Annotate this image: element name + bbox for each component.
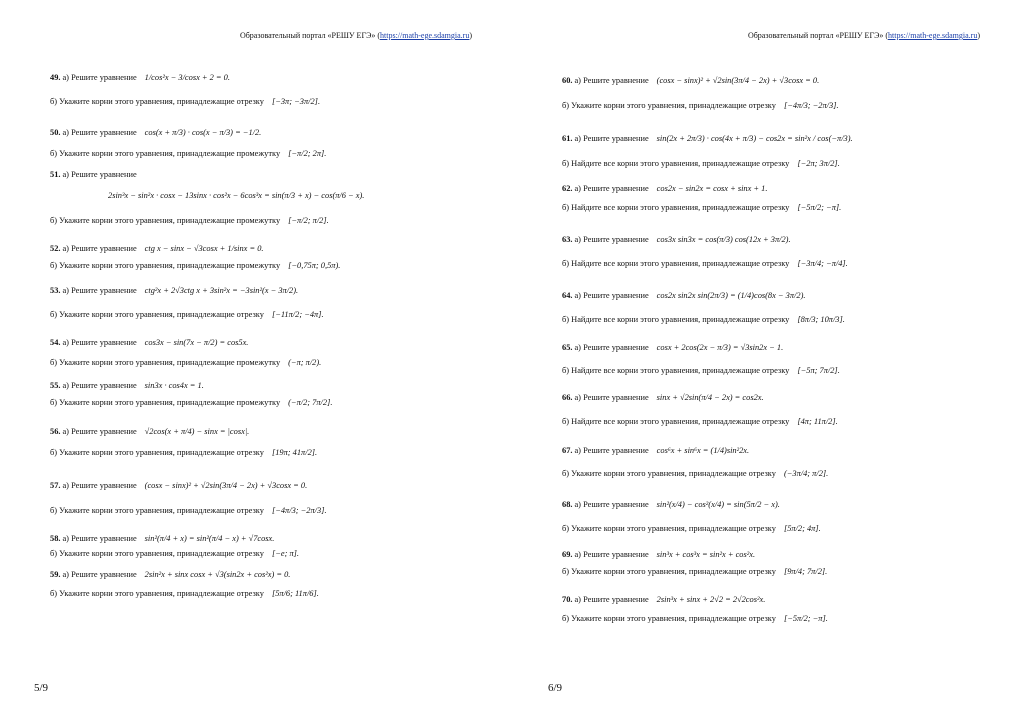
equation: (cosx − sinx)² + √2sin(3π/4 − 2x) + √3cosx = 0. [144, 481, 308, 490]
interval: [−11π/2; −4π]. [271, 310, 324, 319]
problem-number: 49. [50, 73, 61, 82]
interval: [−π/2; 2π]. [288, 149, 327, 158]
part-b-label: б) Укажите корни этого уравнения, принадлежащие отрезку [50, 549, 264, 558]
problem-62-a [562, 184, 767, 194]
part-b-label: б) Найдите все корни этого уравнения, принадлежащие отрезку [562, 417, 790, 426]
problem-51-a [50, 170, 141, 180]
problem-66-b [562, 417, 838, 427]
part-a-label: а) Решите уравнение [574, 184, 649, 193]
interval: [9π/4; 7π/2]. [783, 567, 828, 576]
equation: cos2x − sin2x = cosx + sinx + 1. [656, 184, 768, 193]
part-b-label: б) Укажите корни этого уравнения, принадлежащие промежутку [50, 216, 281, 225]
problem-70-b [562, 614, 828, 624]
page-number: 5/9 [34, 682, 49, 694]
problem-69-b [562, 567, 827, 577]
part-b-label: б) Найдите все корни этого уравнения, принадлежащие отрезку [562, 203, 790, 212]
interval: [−4π/3; −2π/3]. [783, 101, 839, 110]
problem-number: 67. [562, 446, 573, 455]
part-a-label: а) Решите уравнение [574, 134, 649, 143]
problem-number: 69. [562, 550, 573, 559]
problem-62-b [562, 203, 841, 213]
header-text: Образовательный портал «РЕШУ ЕГЭ» ( [747, 31, 889, 40]
problem-number: 62. [562, 184, 573, 193]
part-a-label: а) Решите уравнение [574, 595, 649, 604]
part-b-label: б) Укажите корни этого уравнения, принадлежащие отрезку [50, 97, 264, 106]
problem-number: 55. [50, 381, 61, 390]
part-b-label: б) Укажите корни этого уравнения, принадлежащие отрезку [562, 524, 776, 533]
problem-63-a [562, 235, 791, 245]
problem-70-a [562, 595, 765, 605]
part-a-label: а) Решите уравнение [574, 446, 649, 455]
equation: sin(2x + 2π/3) · cos(4x + π/3) − cos2x = sin²x / cos(−π/3). [656, 134, 853, 143]
equation: cos2x sin2x sin(2π/3) = (1/4)cos(8x − 3π/2). [656, 291, 806, 300]
equation: 2sin³x − sin²x · cosx − 13sinx · cos²x − 6cos³x = sin(π/3 + x) − cos(π/6 − x). [108, 191, 365, 200]
header-close: ) [977, 31, 980, 40]
part-b-label: б) Укажите корни этого уравнения, принадлежащие отрезку [50, 448, 264, 457]
problem-59-a [50, 570, 290, 580]
problem-58-a [50, 534, 274, 544]
problem-49-b [50, 97, 320, 107]
part-a-label: а) Решите уравнение [574, 550, 649, 559]
part-a-label: а) Решите уравнение [574, 76, 649, 85]
interval: [−5π; 7π/2]. [797, 366, 840, 375]
problem-56-b [50, 448, 317, 458]
part-b-label: б) Найдите все корни этого уравнения, принадлежащие отрезку [562, 366, 790, 375]
part-b-label: б) Найдите все корни этого уравнения, принадлежащие отрезку [562, 159, 790, 168]
part-b-label: б) Укажите корни этого уравнения, принадлежащие отрезку [562, 567, 776, 576]
equation: cosx + 2cos(2x − π/3) = √3sin2x − 1. [656, 343, 784, 352]
part-b-label: б) Укажите корни этого уравнения, принадлежащие промежутку [50, 398, 281, 407]
interval: [−3π/4; −π/4]. [797, 259, 848, 268]
problem-49-a [50, 73, 230, 83]
interval: [8π/3; 10π/3]. [797, 315, 845, 324]
part-a-label: а) Решите уравнение [62, 244, 137, 253]
problem-59-b [50, 589, 319, 599]
problem-68-a [562, 500, 780, 510]
interval: (−π/2; 7π/2]. [288, 398, 333, 407]
equation: sin²(x/4) − cos²(x/4) = sin(5π/2 − x). [656, 500, 780, 509]
problem-67-b [562, 469, 828, 479]
equation: sin3x · cos4x = 1. [144, 381, 204, 390]
problem-number: 66. [562, 393, 573, 402]
problem-68-b [562, 524, 821, 534]
equation: cos3x − sin(7x − π/2) = cos5x. [144, 338, 249, 347]
part-a-label: а) Решите уравнение [574, 393, 649, 402]
problem-64-a [562, 291, 805, 301]
right-page [512, 0, 1024, 724]
page-header [748, 31, 980, 40]
problem-50-a [50, 128, 261, 138]
interval: (−3π/4; π/2]. [783, 469, 829, 478]
problem-number: 59. [50, 570, 61, 579]
equation: cos⁶x + sin⁶x = (1/4)sin²2x. [656, 446, 750, 455]
problem-61-a [562, 134, 853, 144]
part-a-label: а) Решите уравнение [62, 427, 137, 436]
problem-55-a [50, 381, 204, 391]
problem-57-a [50, 481, 307, 491]
problem-53-a [50, 286, 298, 296]
part-b-label: б) Укажите корни этого уравнения, принадлежащие отрезку [562, 469, 776, 478]
problem-number: 54. [50, 338, 61, 347]
portal-link[interactable]: https://math-ege.sdamgia.ru [380, 31, 470, 40]
problem-number: 51. [50, 170, 61, 179]
part-a-label: а) Решите уравнение [62, 170, 137, 179]
page-number: 6/9 [548, 682, 563, 694]
interval: [4π; 11π/2]. [797, 417, 838, 426]
problem-57-b [50, 506, 327, 516]
problem-55-b [50, 398, 332, 408]
interval: [19π; 41π/2]. [271, 448, 318, 457]
problem-number: 58. [50, 534, 61, 543]
part-b-label: б) Укажите корни этого уравнения, принадлежащие отрезку [50, 506, 264, 515]
equation: 2sin³x + sinx + 2√2 = 2√2cos²x. [656, 595, 766, 604]
part-b-label: б) Укажите корни этого уравнения, принадлежащие отрезку [562, 614, 776, 623]
problem-52-b [50, 261, 340, 271]
part-a-label: а) Решите уравнение [62, 73, 137, 82]
header-text: Образовательный портал «РЕШУ ЕГЭ» ( [239, 31, 381, 40]
interval: [−5π/2; −π]. [797, 203, 842, 212]
interval: [5π/6; 11π/6]. [271, 589, 319, 598]
problem-64-b [562, 315, 845, 325]
problem-65-b [562, 366, 840, 376]
part-b-label: б) Укажите корни этого уравнения, принадлежащие промежутку [50, 261, 281, 270]
portal-link[interactable]: https://math-ege.sdamgia.ru [888, 31, 978, 40]
part-b-label: б) Укажите корни этого уравнения, принадлежащие промежутку [50, 149, 281, 158]
problem-56-a [50, 427, 249, 437]
problem-number: 53. [50, 286, 61, 295]
problem-number: 56. [50, 427, 61, 436]
interval: (−π; π/2). [288, 358, 322, 367]
equation: sinx + √2sin(π/4 − 2x) = cos2x. [656, 393, 764, 402]
part-a-label: а) Решите уравнение [574, 291, 649, 300]
problem-66-a [562, 393, 764, 403]
interval: [−5π/2; −π]. [783, 614, 828, 623]
problem-number: 70. [562, 595, 573, 604]
problem-58-b [50, 549, 299, 559]
problem-number: 64. [562, 291, 573, 300]
equation: ctg x − sinx − √3cosx + 1/sinx = 0. [144, 244, 264, 253]
problem-number: 57. [50, 481, 61, 490]
problem-63-b [562, 259, 848, 269]
problem-60-b [562, 101, 839, 111]
page-header [240, 31, 472, 40]
interval: [−e; π]. [271, 549, 300, 558]
problem-number: 65. [562, 343, 573, 352]
problem-number: 61. [562, 134, 573, 143]
part-a-label: а) Решите уравнение [574, 343, 649, 352]
part-a-label: а) Решите уравнение [62, 286, 137, 295]
equation: √2cos(x + π/4) − sinx = |cosx|. [144, 427, 250, 436]
part-a-label: а) Решите уравнение [574, 235, 649, 244]
interval: [−0,75π; 0,5π). [288, 261, 341, 270]
equation: cos3x sin3x = cos(π/3) cos(12x + 3π/2). [656, 235, 791, 244]
problem-65-a [562, 343, 783, 353]
part-b-label: б) Укажите корни этого уравнения, принадлежащие отрезку [50, 310, 264, 319]
problem-number: 52. [50, 244, 61, 253]
part-a-label: а) Решите уравнение [62, 481, 137, 490]
equation: 2sin²x + sinx cosx + √3(sin2x + cos²x) = 0. [144, 570, 291, 579]
equation: cos(x + π/3) · cos(x − π/3) = −1/2. [144, 128, 262, 137]
equation: sin³x + cos³x = sin²x + cos²x. [656, 550, 756, 559]
problem-54-a [50, 338, 248, 348]
header-close: ) [469, 31, 472, 40]
part-b-label: б) Укажите корни этого уравнения, принадлежащие отрезку [562, 101, 776, 110]
problem-52-a [50, 244, 264, 254]
problem-60-a [562, 76, 819, 86]
problem-53-b [50, 310, 324, 320]
part-b-label: б) Найдите все корни этого уравнения, принадлежащие отрезку [562, 315, 790, 324]
problem-number: 50. [50, 128, 61, 137]
part-a-label: а) Решите уравнение [62, 570, 137, 579]
problem-54-b [50, 358, 321, 368]
part-a-label: а) Решите уравнение [574, 500, 649, 509]
equation: (cosx − sinx)² + √2sin(3π/4 − 2x) + √3cosx = 0. [656, 76, 820, 85]
problem-number: 60. [562, 76, 573, 85]
problem-number: 68. [562, 500, 573, 509]
equation: 1/cos²x − 3/cosx + 2 = 0. [144, 73, 230, 82]
interval: [5π/2; 4π]. [783, 524, 821, 533]
problem-61-b [562, 159, 840, 169]
part-b-label: б) Укажите корни этого уравнения, принадлежащие отрезку [50, 589, 264, 598]
part-b-label: б) Укажите корни этого уравнения, принадлежащие промежутку [50, 358, 281, 367]
problem-69-a [562, 550, 755, 560]
part-a-label: а) Решите уравнение [62, 381, 137, 390]
problem-51-b [50, 216, 329, 226]
problem-51-equation [108, 191, 364, 201]
interval: [−π/2; π/2]. [288, 216, 329, 225]
part-a-label: а) Решите уравнение [62, 338, 137, 347]
part-a-label: а) Решите уравнение [62, 128, 137, 137]
problem-67-a [562, 446, 749, 456]
interval: [−2π; 3π/2]. [797, 159, 840, 168]
problem-50-b [50, 149, 326, 159]
part-a-label: а) Решите уравнение [62, 534, 137, 543]
problem-number: 63. [562, 235, 573, 244]
equation: ctg²x + 2√3ctg x + 3sin²x = −3sin²(x − 3π/2). [144, 286, 299, 295]
interval: [−3π; −3π/2]. [271, 97, 321, 106]
interval: [−4π/3; −2π/3]. [271, 506, 327, 515]
equation: sin²(π/4 + x) = sin²(π/4 − x) + √7cosx. [144, 534, 275, 543]
part-b-label: б) Найдите все корни этого уравнения, принадлежащие отрезку [562, 259, 790, 268]
